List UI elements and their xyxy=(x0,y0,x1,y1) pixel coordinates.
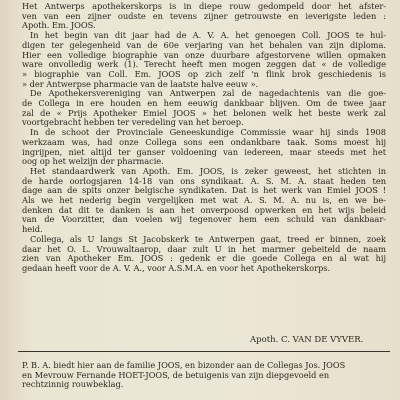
text-line: » biographie van Coll. Em. JOOS op zich zelf 'n flink brok geschiedenis is xyxy=(22,69,386,79)
paragraph-6 xyxy=(22,235,386,274)
text-line: oog op het welzijn der pharmacie. xyxy=(22,157,164,167)
paragraph-4 xyxy=(22,128,386,167)
text-line: In de schoot der Provinciale Geneeskundige Commissie waar hij sinds 1908 xyxy=(30,128,386,138)
text-line: Het standaardwerk van Apoth. Em. JOOS, is zeker geweest, het stichten in xyxy=(30,166,386,176)
text-line: digen ter gelegenheid van de 60e verjaring van het behalen van zijn diploma. xyxy=(22,40,386,50)
text-line: Apoth. Em. JOOS. xyxy=(22,21,96,31)
text-line: heid. xyxy=(22,225,43,235)
paragraph-2 xyxy=(22,31,386,89)
paragraph-3 xyxy=(22,89,386,128)
text-line: voortgebracht hebben ter veredeling van het beroep. xyxy=(22,118,244,128)
text-line: In het begin van dit jaar had de A. V. A. het genoegen Coll. JOOS te hul- xyxy=(30,31,386,41)
text-line: zal de « Prijs Apotheker Emiel JOOS » het belonen welk het beste werk zal xyxy=(22,108,386,118)
signature: Apoth. C. VAN DE VYVER. xyxy=(250,335,364,345)
text-line: daar het O. L. Vrouwaltaarop, daar zult U in het marmer gebeiteld de naam xyxy=(22,244,386,254)
text-line: rechtzinnig rouwbeklag. xyxy=(22,380,124,390)
text-line: zien van Apotheker Em. JOOS : gedenk er die goede Collega en al wat hij xyxy=(22,254,386,264)
footnote xyxy=(22,361,388,390)
text-line: Als we het nederig begin vergelijken met wat A. S. M. A. nu is, en we be- xyxy=(22,196,386,206)
paragraph-1 xyxy=(22,2,386,31)
article-body xyxy=(22,2,386,274)
text-line: Het Antwerps apothekerskorps is in diepe rouw gedompeld door het afster- xyxy=(22,2,386,11)
text-line: gedaan heeft voor de A. V. A., voor A.S.M.A. en voor het Apothekerskorps. xyxy=(22,263,331,273)
text-line: » der Antwerpse pharmacie van de laatste halve eeuw ». xyxy=(22,79,259,89)
text-line: werkzaam was, had onze Collega sons een ondankbare taak. Soms moest hij xyxy=(22,137,386,147)
text-line: P. B. A. biedt hier aan de familie JOOS, en bizonder aan de Collegas Jos. JOOS xyxy=(22,361,346,370)
text-line: de Collega in ere houden en hem eeuwig dankbaar blijven. Om de twee jaar xyxy=(22,99,386,109)
text-line: en Mevrouw Fernande HOET-JOOS, de betuigenis van zijn diepgevoeld en xyxy=(22,370,330,380)
paragraph-5 xyxy=(22,167,386,235)
text-line: ingrijpen, niet altijd ter ganser voldoening van iedereen, maar steeds met het xyxy=(22,147,386,157)
text-line: Collega, als U langs St Jacobskerk te Antwerpen gaat, treed er binnen, zoek xyxy=(30,234,386,244)
text-line: ven van een zijner oudste en tevens zijner getrouwste en ieverigste leden : xyxy=(22,11,386,21)
text-line: de harde oorlogsjaren 14-18 van ons syndikaat. A. S. M. A. staat heden ten xyxy=(22,176,386,186)
text-line: denken dat dit te danken is aan het onverpoosd opwerken en het wijs beleid xyxy=(22,205,386,215)
text-line: van de Voorzitter, dan voelen wij tegenover hem een schuld van dankbaar- xyxy=(22,215,386,225)
text-line: Hier een volledige biographie van onze duurbare afgestorvene willen opmaken xyxy=(22,50,386,60)
text-line: De Apothekersvereniging van Antwerpen zal de nagedachtenis van die goe- xyxy=(30,89,386,99)
text-line: ware onvolledig werk (1). Terecht heeft men mogen zeggen dat « de volledige xyxy=(22,60,386,70)
text-line: dage aan de spits onzer belgische syndikaten. Dat is het werk van Emiel JOOS ! xyxy=(22,186,386,196)
divider xyxy=(18,351,390,352)
